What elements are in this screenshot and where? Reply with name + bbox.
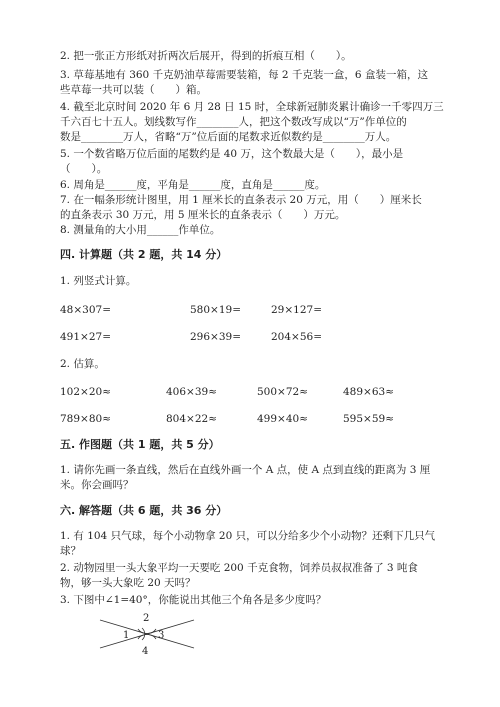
question-7-line-1: 7. 在一幅条形统计图里，用 1 厘米长的直条表示 20 万元，用（ ）厘米长 (60, 194, 422, 206)
question-3-line-2: 些草莓一共可以装（ ）箱。 (60, 84, 207, 96)
section-6-line-5: 3. 下图中∠1=40°，你能说出其他三个角各是多少度吗？ (60, 594, 327, 606)
calc-item: 580×19= (190, 304, 241, 316)
angle-label-4: 4 (142, 646, 149, 656)
intersecting-lines-figure (98, 612, 198, 656)
section-6-line-3: 2. 动物园里一头大象平均一天要吃 200 千克食物，饲养员叔叔准备了 3 吨食 (60, 562, 418, 574)
question-6-line: 6. 周角是______度，平角是______度，直角是______度。 (60, 179, 326, 191)
estimate-item: 406×39≈ (166, 386, 217, 398)
estimate-item: 499×40≈ (257, 413, 308, 425)
angle-label-2: 2 (143, 613, 150, 624)
section-4-heading: 四. 计算题（共 2 题，共 14 分） (60, 248, 228, 261)
question-5-line-1: 5. 一个数省略万位后面的尾数约是 40 万，这个数最大是（ ），最小是 (60, 148, 404, 160)
calc-item: 48×307= (60, 304, 111, 316)
section-6-line-2: 球？ (60, 545, 81, 557)
question-3-line-1: 3. 草莓基地有 360 千克奶油草莓需要装箱，每 2 千克装一盒，6 盒装一箱，这 (60, 69, 428, 81)
section-6-line-1: 1. 有 104 只气球，每个小动物拿 20 只，可以分给多少个小动物？还剩下几只气 (60, 530, 436, 542)
question-7-line-2: 的直条表示 30 万元，用 5 厘米长的直条表示（ ）万元。 (60, 209, 346, 221)
estimate-item: 789×80≈ (60, 413, 111, 425)
estimate-item: 595×59≈ (343, 413, 394, 425)
angle-arc-4 (138, 634, 156, 639)
angle-arc-3 (142, 628, 145, 640)
question-8-line: 8. 测量角的大小用______作单位。 (60, 224, 221, 236)
section-4-question-1: 1. 列竖式计算。 (60, 275, 137, 287)
calc-item: 29×127= (271, 304, 322, 316)
question-2-line: 2. 把一张正方形纸对折两次后展开，得到的折痕互相（ ）。 (60, 50, 352, 62)
calc-item: 296×39= (190, 331, 241, 343)
section-5-line-2: 米。你会画吗？ (60, 479, 134, 491)
section-5-line-1: 1. 请你先画一条直线，然后在直线外画一个 A 点，使 A 点到直线的距离为 3 厘 (60, 464, 431, 476)
estimate-item: 804×22≈ (166, 413, 217, 425)
question-4-line-1: 4. 截至北京时间 2020 年 6 月 28 日 15 时，全球新冠肺炎累计确诊一千零四万三 (60, 101, 444, 113)
angle-label-1: 1 (123, 630, 130, 641)
calc-item: 491×27= (60, 331, 111, 343)
angle-label-3: 3 (158, 630, 165, 641)
question-5-line-2: （ ）。 (60, 163, 108, 175)
estimate-item: 102×20≈ (60, 386, 111, 398)
estimate-item: 500×72≈ (257, 386, 308, 398)
estimate-item: 489×63≈ (343, 386, 394, 398)
section-6-heading: 六. 解答题（共 6 题，共 36 分） (60, 504, 228, 517)
section-4-question-2: 2. 估算。 (60, 358, 105, 370)
section-6-line-4: 物，够一头大象吃 20 天吗？ (60, 577, 196, 589)
calc-item: 204×56= (271, 331, 322, 343)
section-5-heading: 五. 作图题（共 1 题，共 5 分） (60, 438, 220, 451)
angle-arc-2 (138, 629, 156, 634)
question-4-line-3: 数是________万人，省略“万”位后面的尾数求近似数约是________万人。 (60, 131, 397, 143)
question-4-line-2: 千六百七十五人。划线数写作________人，把这个数改写成以“万”作单位的 (60, 116, 407, 128)
